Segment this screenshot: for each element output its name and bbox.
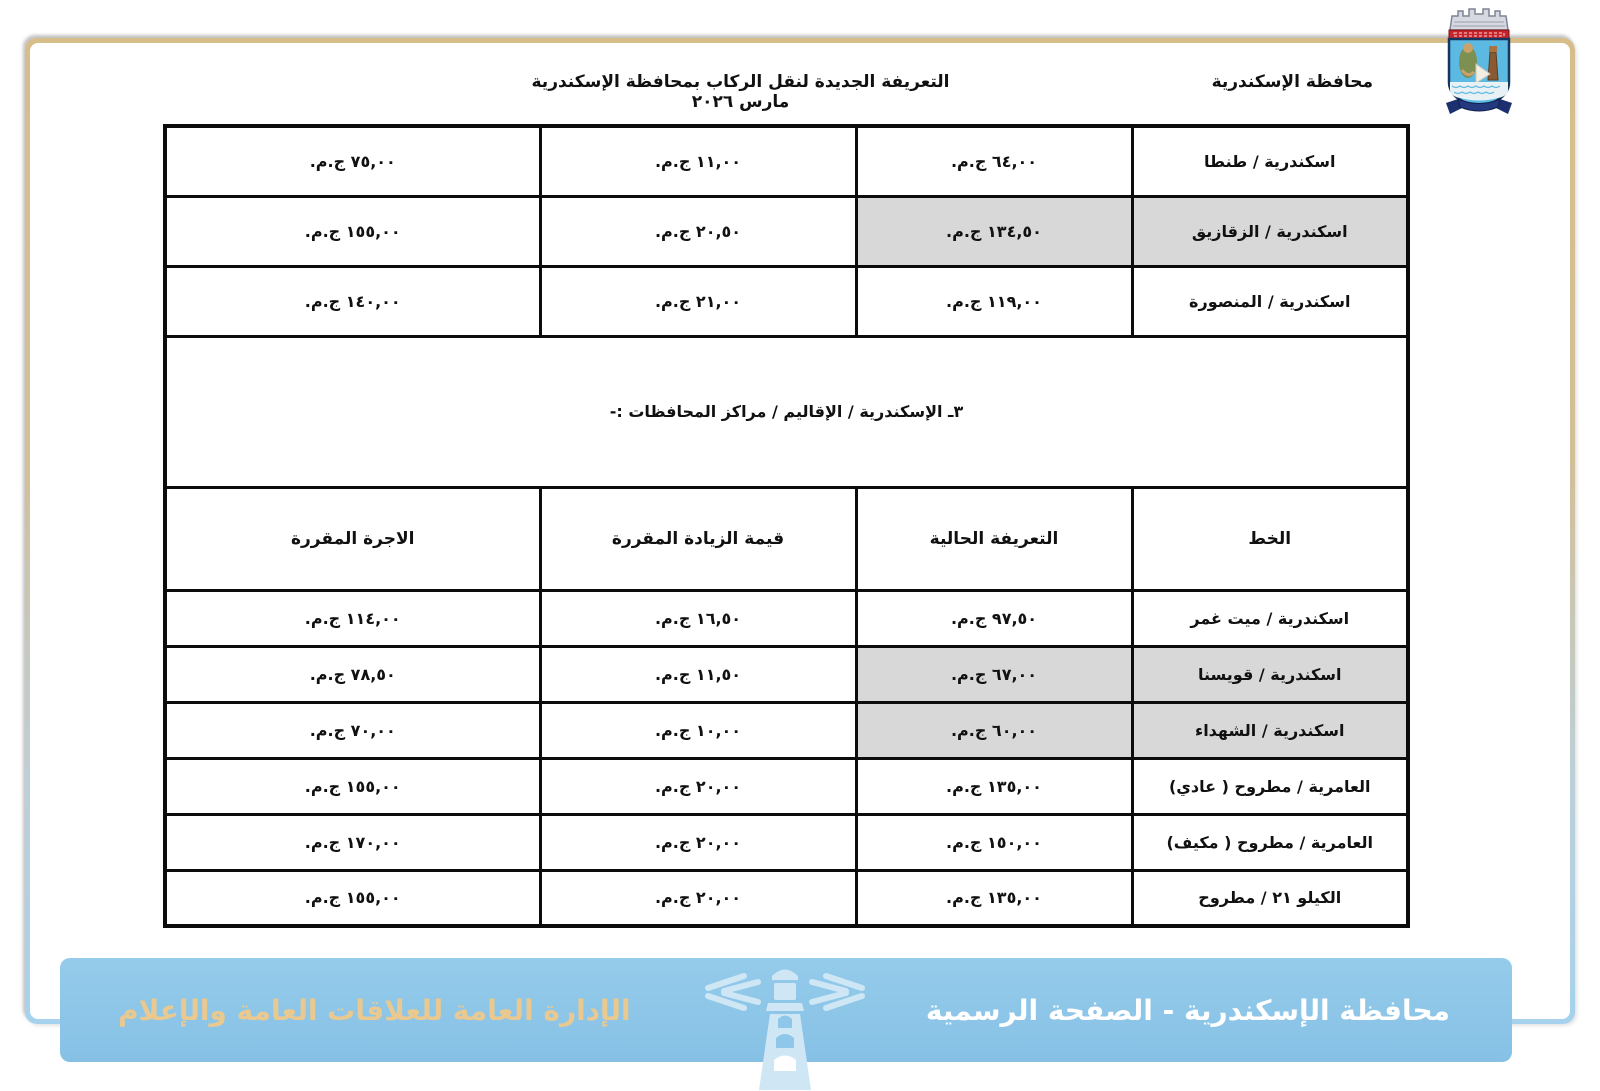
fare-cell: ١٥٥,٠٠ ج.م. [165, 196, 540, 266]
table-row [165, 870, 1408, 926]
table-row [165, 126, 1408, 196]
line-cell: الكيلو ٢١ / مطروح [1132, 870, 1408, 926]
col-header-line: الخط [1132, 487, 1408, 590]
col-header-fare: الاجرة المقررة [165, 487, 540, 590]
col-header-current: التعريفة الحالية [856, 487, 1132, 590]
current-tariff-cell: ١٣٤,٥٠ ج.م. [856, 196, 1132, 266]
footer-department-text: الإدارة العامة للعلاقات العامة والإعلام [118, 993, 631, 1027]
current-tariff-cell: ١٥٠,٠٠ ج.م. [856, 814, 1132, 870]
page-title: التعريفة الجديدة لنقل الركاب بمحافظة الإسكندرية مارس ٢٠٢٦ [531, 72, 950, 112]
fare-cell: ١١٤,٠٠ ج.م. [165, 590, 540, 646]
current-tariff-cell: ٦٤,٠٠ ج.م. [856, 126, 1132, 196]
increase-cell: ١١,٠٠ ج.م. [540, 126, 856, 196]
table-row [165, 590, 1408, 646]
footer-official-page-text: محافظة الإسكندرية - الصفحة الرسمية [925, 993, 1450, 1027]
table-row [165, 758, 1408, 814]
increase-cell: ١١,٥٠ ج.م. [540, 646, 856, 702]
increase-cell: ١٦,٥٠ ج.م. [540, 590, 856, 646]
fare-cell: ١٤٠,٠٠ ج.م. [165, 266, 540, 336]
fare-cell: ١٥٥,٠٠ ج.م. [165, 870, 540, 926]
increase-cell: ٢٠,٠٠ ج.م. [540, 870, 856, 926]
line-cell: اسكندرية / ميت غمر [1132, 590, 1408, 646]
section-title-row [165, 336, 1408, 487]
increase-cell: ٢٠,٠٠ ج.م. [540, 814, 856, 870]
line-cell: اسكندرية / قويسنا [1132, 646, 1408, 702]
fare-cell: ٧٠,٠٠ ج.م. [165, 702, 540, 758]
increase-cell: ٢٠,٠٠ ج.م. [540, 758, 856, 814]
alexandria-governorate-emblem-icon [1438, 4, 1520, 116]
fare-cell: ١٧٠,٠٠ ج.م. [165, 814, 540, 870]
table-header-row [165, 487, 1408, 590]
tariff-table [163, 124, 1410, 928]
line-cell: اسكندرية / المنصورة [1132, 266, 1408, 336]
current-tariff-cell: ١٣٥,٠٠ ج.م. [856, 870, 1132, 926]
line-cell: اسكندرية / الشهداء [1132, 702, 1408, 758]
current-tariff-cell: ٩٧,٥٠ ج.م. [856, 590, 1132, 646]
line-cell: اسكندرية / الزقازيق [1132, 196, 1408, 266]
col-header-increase: قيمة الزيادة المقررة [540, 487, 856, 590]
current-tariff-cell: ٦٠,٠٠ ج.م. [856, 702, 1132, 758]
current-tariff-cell: ١٣٥,٠٠ ج.م. [856, 758, 1132, 814]
org-name: محافظة الإسكندرية [1211, 72, 1373, 92]
line-cell: العامرية / مطروح ( عادي) [1132, 758, 1408, 814]
fare-cell: ١٥٥,٠٠ ج.م. [165, 758, 540, 814]
table-row [165, 702, 1408, 758]
table-row [165, 646, 1408, 702]
fare-cell: ٧٨,٥٠ ج.م. [165, 646, 540, 702]
increase-cell: ٢١,٠٠ ج.م. [540, 266, 856, 336]
section-title: ٣ـ الإسكندرية / الإقاليم / مراكز المحافظات :- [165, 336, 1408, 487]
current-tariff-cell: ١١٩,٠٠ ج.م. [856, 266, 1132, 336]
fare-cell: ٧٥,٠٠ ج.م. [165, 126, 540, 196]
line-cell: اسكندرية / طنطا [1132, 126, 1408, 196]
lighthouse-icon [690, 962, 880, 1090]
table-row [165, 814, 1408, 870]
current-tariff-cell: ٦٧,٠٠ ج.م. [856, 646, 1132, 702]
line-cell: العامرية / مطروح ( مكيف) [1132, 814, 1408, 870]
table-row [165, 266, 1408, 336]
increase-cell: ١٠,٠٠ ج.م. [540, 702, 856, 758]
increase-cell: ٢٠,٥٠ ج.م. [540, 196, 856, 266]
table-row [165, 196, 1408, 266]
